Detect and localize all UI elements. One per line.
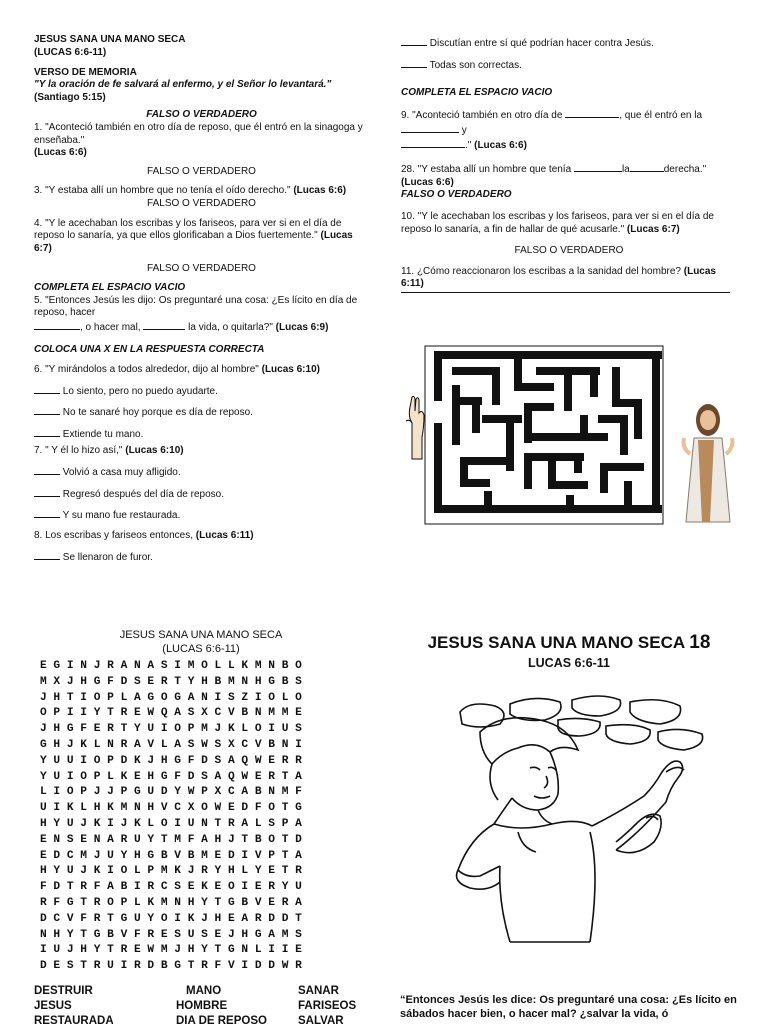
question-6-ref: (Lucas 6:10) bbox=[261, 363, 320, 375]
word-item: HOMBRE bbox=[176, 1000, 228, 1012]
wordsearch-row: U I K L H K M N H V C X O W E D F O T G bbox=[40, 802, 302, 815]
q7-option-2 bbox=[34, 487, 369, 502]
hand-illustration bbox=[402, 393, 428, 461]
word-item: FARISEOS bbox=[298, 1000, 357, 1012]
x-header: COLOCA UNA X EN LA RESPUESTA CORRECTA bbox=[34, 343, 265, 355]
cover-quote: “Entonces Jesús les dice: Os preguntaré una cosa: ¿Es lícito en sábados hacer bien, o hacer mal? ¿salvar la vida, ó bbox=[400, 994, 737, 1020]
q7-option-1 bbox=[34, 465, 369, 480]
wordsearch-row: E D C M J U Y H G B V B M E D I V P T A bbox=[40, 849, 302, 862]
tf-header-1: FALSO O VERDADERO bbox=[146, 108, 257, 120]
word-list-col-2 bbox=[176, 984, 267, 1029]
wordsearch-ref: (LUCAS 6:6-11) bbox=[162, 643, 240, 656]
word-list-col-1 bbox=[34, 984, 114, 1029]
question-10-ref: (Lucas 6:7) bbox=[626, 223, 680, 235]
q8-option-2 bbox=[401, 36, 737, 51]
memory-verse-ref: (Santiago 5:15) bbox=[34, 92, 106, 104]
cover-header bbox=[400, 632, 738, 672]
question-9 bbox=[401, 108, 737, 152]
question-9-ref: (Lucas 6:6) bbox=[474, 139, 527, 151]
question-3-text: 3. "Y estaba allí un hombre que no tenía el oído derecho." bbox=[34, 184, 291, 196]
question-4-ref: (Lucas 6:7) bbox=[34, 230, 353, 255]
question-9-blank-2[interactable] bbox=[401, 123, 459, 133]
question-6-text: 6. "Y mirándolos a todos alrededor, dijo al hombre" bbox=[34, 363, 259, 375]
question-9-text-a: 9. "Aconteció también en otro día de bbox=[401, 110, 563, 122]
q6-option-3 bbox=[34, 427, 369, 442]
wordsearch-row: N H Y T G B V F R E S U S E J H G A M S bbox=[40, 928, 302, 941]
question-8-text: 8. Los escribas y fariseos entonces, bbox=[34, 530, 193, 542]
q7-option-3-blank[interactable] bbox=[34, 508, 60, 518]
word-item: DIA DE REPOSO bbox=[176, 1015, 267, 1027]
question-6 bbox=[34, 364, 369, 377]
q7-option-3-text: Y su mano fue restaurada. bbox=[62, 510, 181, 522]
question-28-ref: (Lucas 6:6) bbox=[401, 176, 454, 188]
question-11 bbox=[401, 266, 737, 292]
question-4-text: 4. "Y le acechaban los escribas y los fariseos, para ver si en el día de reposo lo sanaría, ya que ellos glorificaban a Dios fuertemente." bbox=[34, 217, 342, 242]
question-5-blank-2[interactable] bbox=[143, 320, 185, 330]
right-column bbox=[401, 36, 737, 291]
word-list-col-3 bbox=[298, 984, 356, 1029]
tf-header-4: FALSO O VERDADERO bbox=[147, 262, 256, 274]
right-tf-header: FALSO O VERDADERO bbox=[401, 189, 512, 201]
question-11-text: 11. ¿Cómo reaccionaron los escribas a la sanidad del hombre? bbox=[401, 265, 681, 277]
wordsearch-row: I U J H Y T R E W M J H Y T G N L I I E bbox=[40, 944, 302, 957]
q8-option-3 bbox=[401, 58, 737, 73]
wordsearch-row: H Y U J K I O L P M K J R Y H L Y E T R bbox=[40, 865, 302, 878]
q7-option-1-text: Volvió a casa muy afligido. bbox=[62, 466, 181, 478]
cover-illustration bbox=[440, 692, 730, 950]
question-5-ref: (Lucas 6:9) bbox=[275, 322, 329, 334]
wordsearch-row: J H T I O P L A G O G A N I S Z I O L O bbox=[40, 691, 302, 704]
question-1-ref: (Lucas 6:6) bbox=[34, 147, 87, 159]
question-7 bbox=[34, 445, 369, 458]
q7-option-1-blank[interactable] bbox=[34, 465, 60, 475]
question-4 bbox=[34, 218, 369, 256]
q6-option-2-blank[interactable] bbox=[34, 405, 60, 415]
word-item: DESTRUIR bbox=[34, 985, 93, 997]
wordsearch-title: JESUS SANA UNA MANO SECA bbox=[119, 629, 283, 641]
wordsearch-row: E G I N J R A N A S I M O L L K M N B O bbox=[40, 660, 302, 672]
q8-option-1 bbox=[34, 550, 369, 565]
tf-header-2: FALSO O VERDADERO bbox=[147, 166, 256, 178]
question-28 bbox=[401, 162, 737, 190]
question-28-text-c: derecha." bbox=[663, 163, 707, 175]
cover-subtitle: LUCAS 6:6-11 bbox=[528, 656, 610, 670]
question-5-text-c: la vida, o quitarla?" bbox=[188, 322, 273, 334]
wordsearch-grid[interactable] bbox=[40, 659, 362, 975]
wordsearch-row: J H G F E R T Y U I O P M J K L O I U S bbox=[40, 723, 302, 736]
wordsearch-row: L I O P J J P G U D Y W P X C A B N M F bbox=[40, 786, 302, 799]
question-11-ref: (Lucas 6:11) bbox=[401, 265, 716, 290]
question-9-blank-3[interactable] bbox=[401, 138, 465, 148]
q8-option-2-text: Discutían entre sí qué podrían hacer contra Jesús. bbox=[429, 38, 654, 49]
word-item: SALVAR bbox=[298, 1015, 344, 1027]
q7-option-2-blank[interactable] bbox=[34, 487, 60, 497]
question-28-text-b: la bbox=[621, 163, 630, 175]
q8-option-3-text: Todas son correctas. bbox=[429, 59, 522, 71]
q6-option-2 bbox=[34, 405, 369, 420]
cover-title: JESUS SANA UNA MANO SECA bbox=[427, 633, 685, 652]
wordsearch-row: M X J H G F D S E R T Y H B M N H G B S bbox=[40, 675, 302, 688]
question-1 bbox=[34, 122, 369, 148]
question-11-answer-line[interactable] bbox=[401, 292, 730, 293]
question-9-text-d: ." bbox=[465, 139, 472, 151]
q8-option-1-text: Se llenaron de furor. bbox=[62, 551, 153, 563]
question-5-text-b: , o hacer mal, bbox=[80, 322, 141, 334]
wordsearch-row: G H J K L N R A V L A S W S X C V B N I bbox=[40, 738, 302, 751]
wordsearch-row: D C V F R T G U Y O I K J H E A R D D T bbox=[40, 912, 302, 925]
right-fill-header: COMPLETA EL ESPACIO VACIO bbox=[401, 86, 553, 98]
question-5 bbox=[34, 295, 369, 335]
question-3 bbox=[34, 185, 369, 198]
question-28-text-a: 28. "Y estaba allí un hombre que tenía bbox=[401, 163, 572, 175]
q8-option-3-blank[interactable] bbox=[401, 58, 427, 68]
question-5-text-a: 5. "Entonces Jesús les dijo: Os preguntaré una cosa: ¿Es lícito en día de reposo, hacer bbox=[34, 294, 358, 319]
memory-verse-label: VERSO DE MEMORIA bbox=[34, 66, 137, 78]
worksheet-title: JESUS SANA UNA MANO SECA bbox=[34, 34, 186, 45]
fill-header: COMPLETA EL ESPACIO VACIO bbox=[34, 281, 186, 293]
q6-option-3-text: Extiende tu mano. bbox=[62, 429, 144, 441]
cover-title-line bbox=[400, 632, 738, 654]
question-7-text: 7. " Y él lo hizo así," bbox=[34, 444, 123, 456]
memory-verse bbox=[34, 79, 369, 105]
wordsearch-row: Y U I O P L K E H G F D S A Q W E R T A bbox=[40, 770, 302, 783]
wordsearch-row: E N S E N A R U Y T M F A H J T B O T D bbox=[40, 833, 302, 846]
question-9-text-b: , que él entró en la bbox=[619, 110, 703, 122]
wordsearch-row: D E S T R U I R D B G T R F V I D D W R bbox=[40, 960, 302, 973]
q7-option-3 bbox=[34, 508, 369, 523]
question-10-text: 10. "Y le acechaban los escribas y los fariseos, para ver si en el día de reposo lo sanaría, a fin de hallar de qué acusarle." bbox=[401, 211, 714, 235]
q7-option-2-text: Regresó después del día de reposo. bbox=[62, 488, 225, 500]
q6-option-3-blank[interactable] bbox=[34, 427, 60, 437]
q6-option-1-text: Lo siento, pero no puedo ayudarte. bbox=[62, 385, 218, 397]
wordsearch-header bbox=[40, 628, 362, 656]
wordsearch-row: F D T R F A B I R C S E K E O I E R Y U bbox=[40, 881, 302, 894]
question-5-blank-1[interactable] bbox=[34, 320, 80, 330]
right-tf-header-2: FALSO O VERDADERO bbox=[514, 244, 624, 256]
jesus-illustration bbox=[680, 398, 736, 524]
word-item: RESTAURADA bbox=[34, 1015, 114, 1027]
cover-number: 18 bbox=[689, 632, 711, 653]
maze[interactable] bbox=[424, 345, 664, 525]
question-28-blank-2[interactable] bbox=[630, 162, 664, 172]
left-column bbox=[34, 34, 369, 565]
wordsearch-row: Y U U I O P D K J H G F D S A Q W E R R bbox=[40, 754, 302, 767]
wordsearch-row: H Y U J K I J K L O I U N T R A L S P A bbox=[40, 817, 302, 830]
question-8-ref: (Lucas 6:11) bbox=[195, 530, 254, 542]
wordsearch-row: R F G T R O P L K M N H Y T G B V E R A bbox=[40, 896, 302, 909]
word-item: JESUS bbox=[34, 1000, 72, 1012]
question-10 bbox=[401, 211, 737, 237]
word-item: SANAR bbox=[298, 985, 339, 997]
question-28-blank-1[interactable] bbox=[574, 162, 622, 172]
word-item: MANO bbox=[186, 985, 222, 997]
q6-option-1-blank[interactable] bbox=[34, 384, 60, 394]
q6-option-2-text: No te sanaré hoy porque es día de reposo. bbox=[62, 407, 253, 419]
tf-header-3: FALSO O VERDADERO bbox=[147, 197, 256, 209]
wordsearch-row: O P I I Y T R E W Q A S X C V B N M M E bbox=[40, 707, 302, 720]
question-1-text: 1. "Aconteció también en otro día de reposo, que él entró en la sinagoga y enseñaba." bbox=[34, 121, 363, 146]
memory-verse-quote: "Y la oración de fe salvará al enfermo, y el Señor lo levantará." bbox=[34, 79, 332, 91]
q8-option-2-blank[interactable] bbox=[401, 36, 427, 46]
question-9-text-c: y bbox=[461, 125, 467, 137]
q6-option-1 bbox=[34, 384, 369, 399]
question-3-ref: (Lucas 6:6) bbox=[293, 184, 347, 196]
question-9-blank-1[interactable] bbox=[565, 108, 619, 118]
question-7-ref: (Lucas 6:10) bbox=[125, 444, 184, 456]
q8-option-1-blank[interactable] bbox=[34, 550, 60, 560]
worksheet-ref: (LUCAS 6:6-11) bbox=[34, 46, 107, 58]
question-8 bbox=[34, 530, 369, 543]
